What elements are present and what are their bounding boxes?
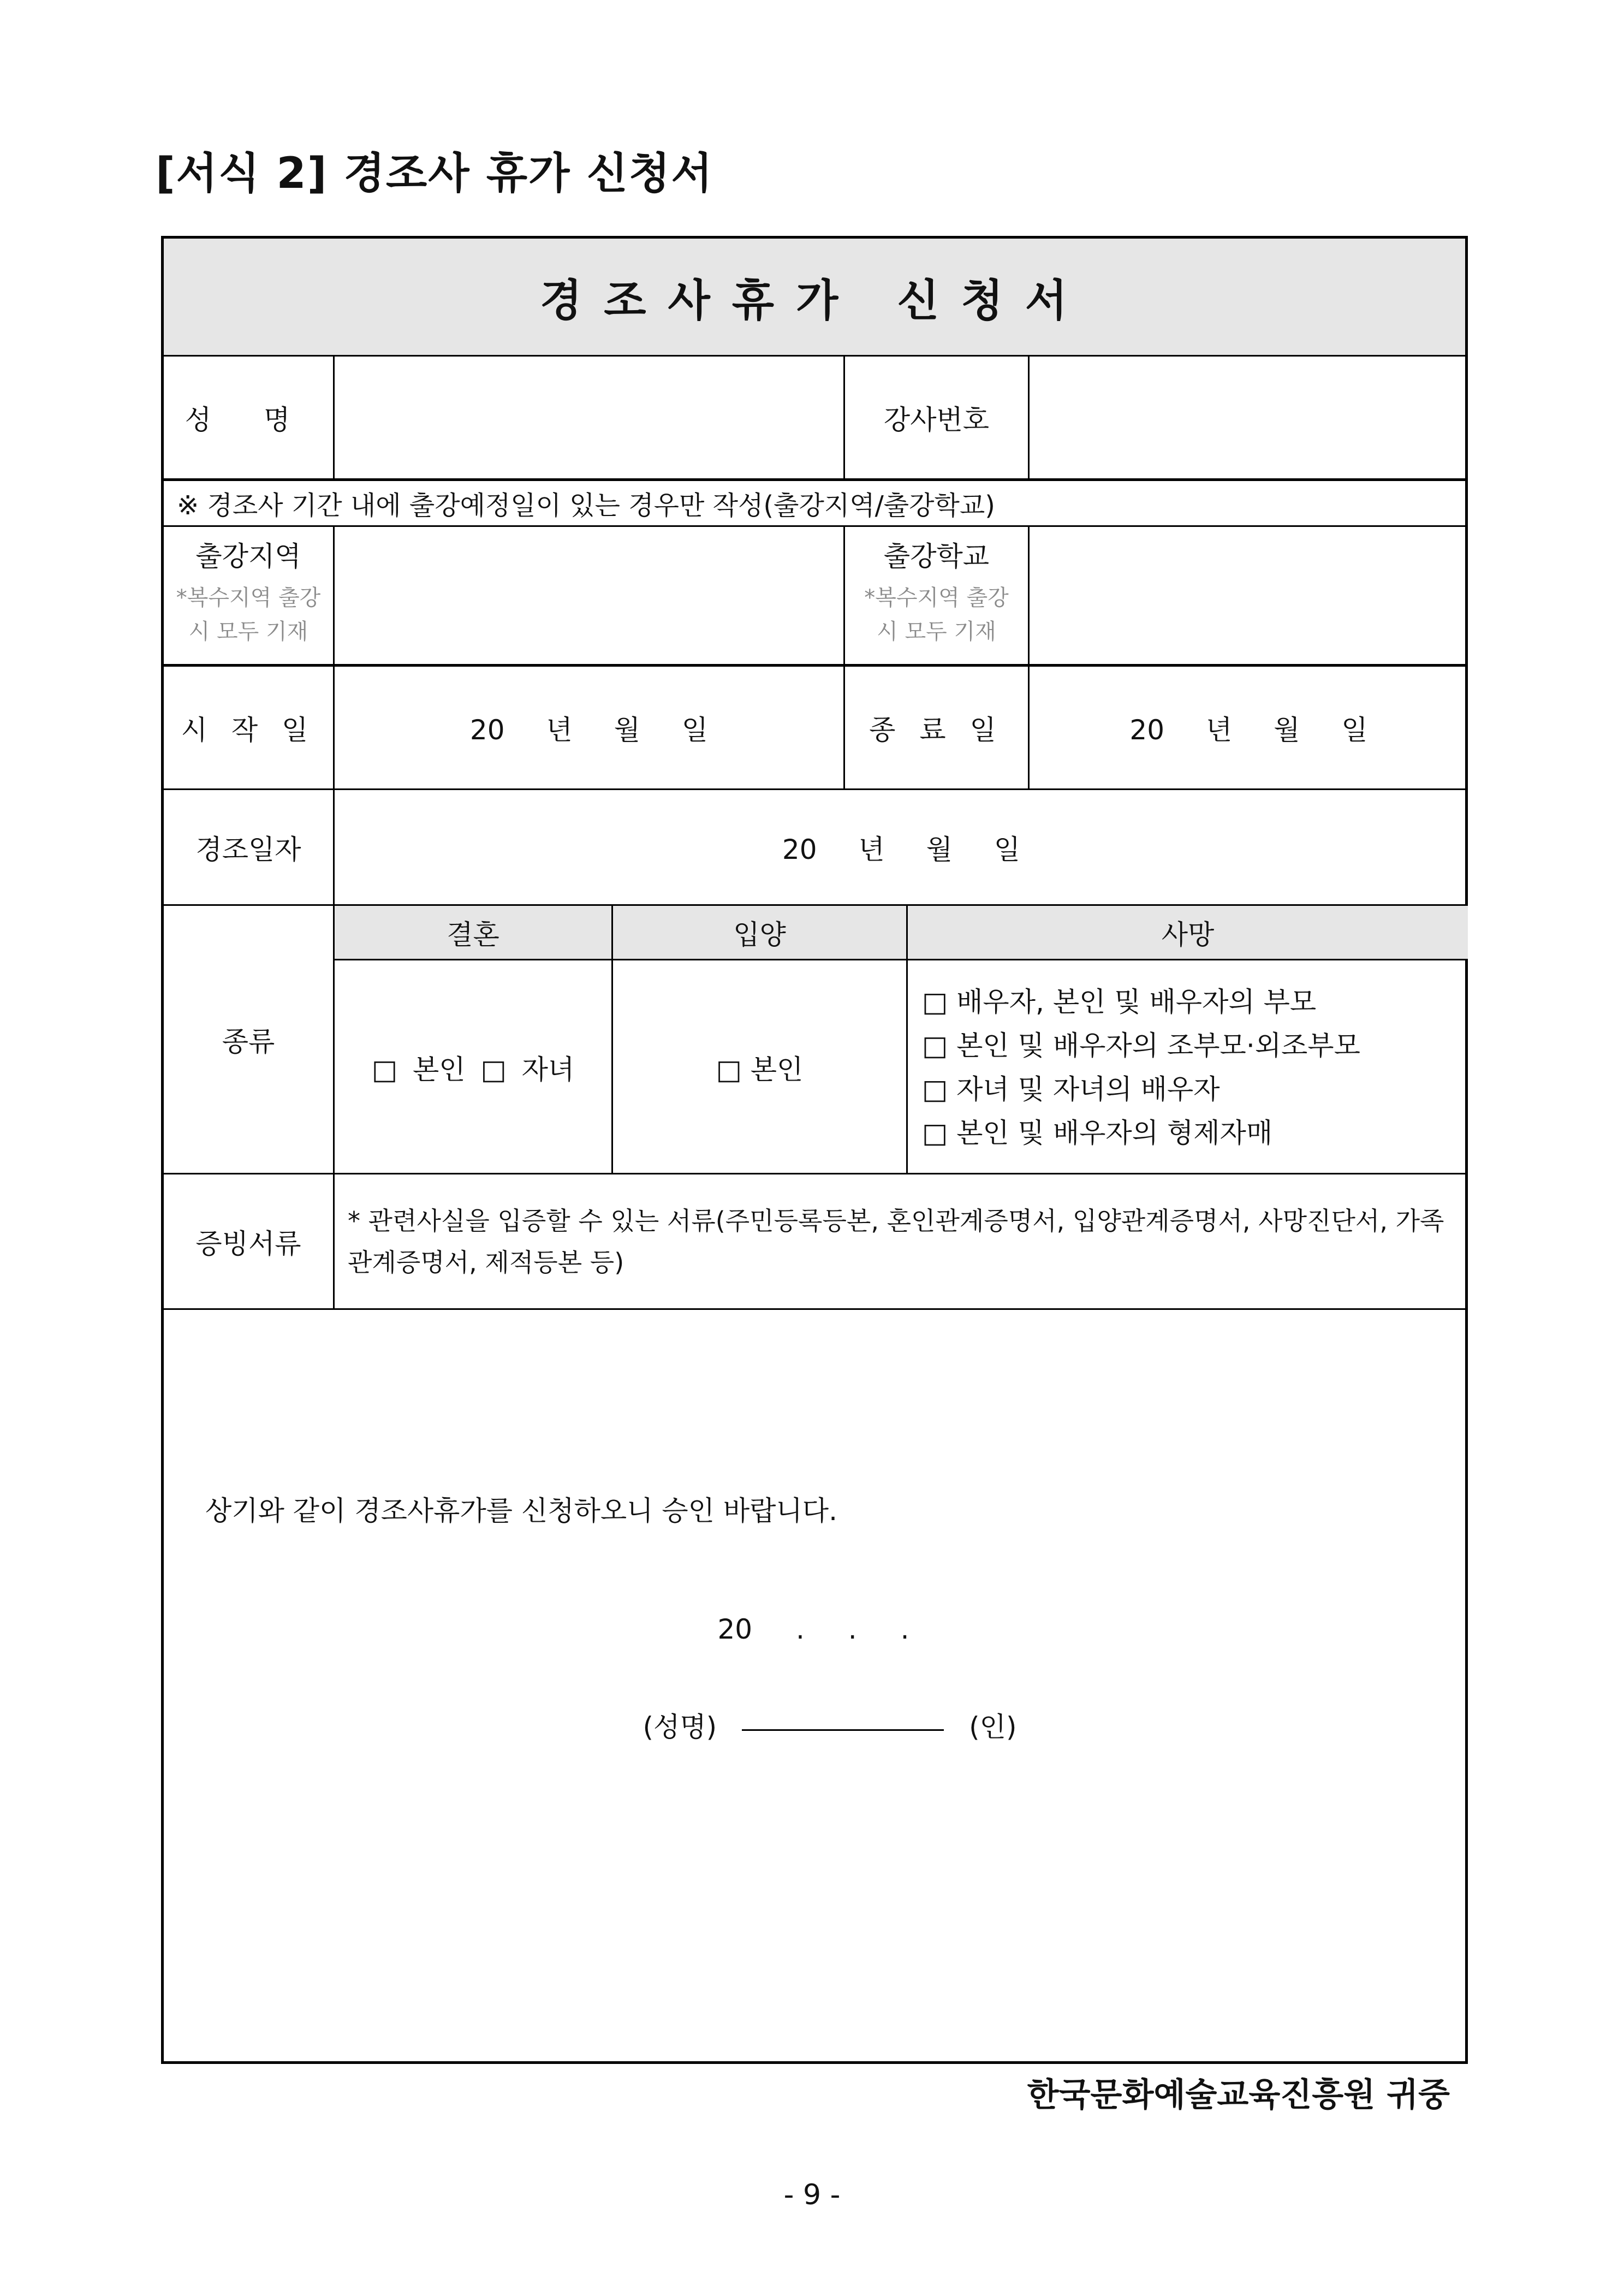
proof-description: * 관련사실을 입증할 수 있는 서류(주민등록등본, 혼인관계증명서, 입양관계증명서, 사망진단서, 가족관계증명서, 제적등본 등) — [333, 1174, 1468, 1308]
form-title-row — [164, 239, 1465, 357]
request-statement: 상기와 같이 경조사휴가를 신청하오니 승인 바랍니다. — [205, 1495, 837, 1527]
start-date-label: 시 작 일 — [181, 714, 316, 746]
death-options — [906, 960, 1468, 1174]
type-label: 종류 — [222, 1025, 275, 1058]
lecturer-number-field[interactable] — [1028, 357, 1468, 478]
lecturer-number-label: 강사번호 — [843, 357, 1028, 478]
school-label-cell — [843, 527, 1028, 664]
death-option-3[interactable]: □ 자녀 및 자녀의 배우자 — [922, 1073, 1220, 1105]
event-date-row — [164, 790, 1465, 906]
region-label: 출강지역 — [195, 540, 301, 572]
signature-line — [639, 1705, 1021, 1745]
region-school-row — [164, 527, 1465, 667]
period-row — [164, 667, 1465, 790]
death-option-1[interactable]: □ 배우자, 본인 및 배우자의 부모 — [922, 986, 1317, 1018]
event-date-label: 경조일자 — [195, 833, 301, 865]
adoption-options[interactable]: □ 본인 — [611, 960, 906, 1174]
leave-application-form — [161, 236, 1468, 2114]
signature-seal-label: (인) — [969, 1711, 1017, 1743]
type-header-marriage: 결혼 — [333, 906, 611, 960]
note-row — [164, 481, 1465, 527]
name-label: 성 명 — [185, 404, 312, 436]
event-date-field[interactable]: 20 년 월 일 — [333, 790, 1468, 904]
start-date-field[interactable]: 20 년 월 일 — [333, 667, 843, 788]
region-field[interactable] — [333, 527, 843, 664]
region-label-cell — [164, 527, 333, 664]
name-field[interactable] — [333, 357, 843, 478]
recipient: 한국문화예술교육진흥원 귀중 — [1027, 2076, 1450, 2114]
name-row — [164, 357, 1465, 481]
end-date-field[interactable]: 20 년 월 일 — [1028, 667, 1468, 788]
school-note: *복수지역 출강 시 모두 기재 — [864, 585, 1009, 644]
death-option-4[interactable]: □ 본인 및 배우자의 형제자매 — [922, 1117, 1273, 1149]
proof-row — [164, 1174, 1465, 1310]
type-header-death: 사망 — [906, 906, 1468, 960]
school-label: 출강학교 — [883, 540, 990, 572]
document-heading: [서식 2] 경조사 휴가 신청서 — [156, 149, 713, 198]
lecture-note: ※ 경조사 기간 내에 출강예정일이 있는 경우만 작성(출강지역/출강학교) — [177, 490, 995, 521]
page-number: - 9 - — [783, 2179, 841, 2211]
signature-name-label: (성명) — [643, 1711, 717, 1743]
proof-label: 증빙서류 — [195, 1227, 301, 1260]
death-option-2[interactable]: □ 본인 및 배우자의 조부모·외조부모 — [922, 1030, 1360, 1061]
school-field[interactable] — [1028, 527, 1468, 664]
form-title: 경조사휴가 신청서 — [539, 275, 1090, 326]
region-note: *복수지역 출강 시 모두 기재 — [176, 585, 321, 644]
signature-field[interactable] — [742, 1729, 944, 1731]
type-row — [164, 906, 1465, 1174]
application-date[interactable]: 20 . . . — [717, 1613, 909, 1645]
marriage-options[interactable]: □ 본인 □ 자녀 — [333, 960, 611, 1174]
type-header-adoption: 입양 — [611, 906, 906, 960]
end-date-label: 종 료 일 — [843, 667, 1028, 788]
